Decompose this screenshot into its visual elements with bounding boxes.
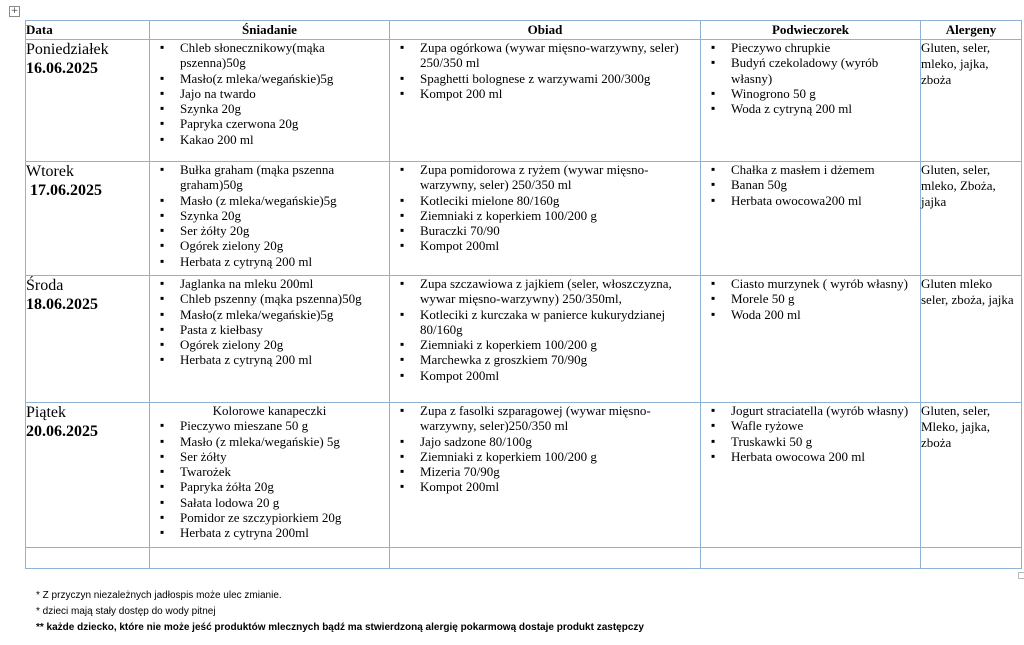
lunch-cell <box>390 276 701 403</box>
list-item: ▪ Chleb pszenny (mąka pszenna)50g <box>150 291 389 306</box>
list-item: ▪ Truskawki 50 g <box>701 434 920 449</box>
list-item: ▪ Kompot 200 ml <box>390 86 700 101</box>
table-row <box>26 276 1022 403</box>
footnote: * Z przyczyn niezależnych jadłospis może ulec zmianie. <box>36 590 282 601</box>
list-item: ▪ Herbata owocowa200 ml <box>701 193 920 208</box>
header-snack: Podwieczorek <box>701 21 921 40</box>
list-item: ▪ Spaghetti bolognese z warzywami 200/300g <box>390 71 700 86</box>
list-item: ▪ Ziemniaki z koperkiem 100/200 g <box>390 449 700 464</box>
lunch-list <box>390 162 700 254</box>
breakfast-intro: Kolorowe kanapeczki <box>212 403 327 418</box>
breakfast-list <box>150 418 389 540</box>
snack-cell <box>701 40 921 162</box>
day-name: Środa <box>26 277 64 294</box>
day-date: 16.06.2025 <box>26 60 98 77</box>
list-item: ▪ Kotleciki z kurczaka w panierce kukurydzianej 80/160g <box>390 307 700 338</box>
lunch-list <box>390 40 700 101</box>
list-item: ▪ Jogurt straciatella (wyrób własny) <box>701 403 920 418</box>
allergens-cell: Gluten, seler, mleko, Zboża, jajka <box>921 162 1022 276</box>
list-item: ▪ Masło (z mleka/wegańskie)5g <box>150 193 389 208</box>
list-item: ▪ Banan 50g <box>701 177 920 192</box>
lunch-cell <box>390 162 701 276</box>
list-item: ▪ Kakao 200 ml <box>150 132 389 147</box>
list-item: ▪ Szynka 20g <box>150 208 389 223</box>
breakfast-list <box>150 276 389 368</box>
table-row <box>26 162 1022 276</box>
list-item: ▪ Papryka czerwona 20g <box>150 116 389 131</box>
list-item: ▪ Chałka z masłem i dżemem <box>701 162 920 177</box>
breakfast-cell <box>150 40 390 162</box>
day-name: Poniedziałek <box>26 41 109 58</box>
snack-cell <box>701 276 921 403</box>
day-name: Piątek <box>26 404 66 421</box>
footnote: ** każde dziecko, które nie może jeść produktów mlecznych bądź ma stwierdzoną alergię pokarmową dostaje produkt zastępczy <box>36 622 644 633</box>
allergens-cell: Gluten, seler, Mleko, jajka, zboża <box>921 403 1022 548</box>
list-item: ▪ Zupa pomidorowa z ryżem (wywar mięsno-warzywny, seler) 250/350 ml <box>390 162 700 193</box>
list-item: ▪ Ziemniaki z koperkiem 100/200 g <box>390 208 700 223</box>
header-row <box>26 21 1022 40</box>
list-item: ▪ Twarożek <box>150 464 389 479</box>
list-item: ▪ Kompot 200ml <box>390 368 700 383</box>
footnotes <box>36 588 644 636</box>
list-item: ▪ Herbata owocowa 200 ml <box>701 449 920 464</box>
list-item: ▪ Kompot 200ml <box>390 479 700 494</box>
list-item: ▪ Jajo sadzone 80/100g <box>390 434 700 449</box>
day-date: 18.06.2025 <box>26 296 98 313</box>
menu-table <box>25 20 1022 569</box>
list-item: ▪ Pieczywo mieszane 50 g <box>150 418 389 433</box>
list-item: ▪ Budyń czekoladowy (wyrób własny) <box>701 55 920 86</box>
list-item: ▪ Szynka 20g <box>150 101 389 116</box>
list-item: ▪ Papryka żółta 20g <box>150 479 389 494</box>
allergens-cell: Gluten mleko seler, zboża, jajka <box>921 276 1022 403</box>
day-name: Wtorek <box>26 163 74 180</box>
list-item: ▪ Ogórek zielony 20g <box>150 238 389 253</box>
list-item: ▪ Buraczki 70/90 <box>390 223 700 238</box>
list-item: ▪ Zupa z fasolki szparagowej (wywar mięsno-warzywny, seler)250/350 ml <box>390 403 700 434</box>
list-item: ▪ Pomidor ze szczypiorkiem 20g <box>150 510 389 525</box>
list-item: ▪ Sałata lodowa 20 g <box>150 495 389 510</box>
lunch-list <box>390 403 700 495</box>
list-item: ▪ Kompot 200ml <box>390 238 700 253</box>
list-item: ▪ Winogrono 50 g <box>701 86 920 101</box>
list-item: ▪ Wafle ryżowe <box>701 418 920 433</box>
day-cell <box>26 162 150 276</box>
list-item: ▪ Herbata z cytryną 200 ml <box>150 352 389 367</box>
day-cell <box>26 40 150 162</box>
day-cell <box>26 403 150 548</box>
list-item: ▪ Woda z cytryną 200 ml <box>701 101 920 116</box>
list-item: ▪ Jaglanka na mleku 200ml <box>150 276 389 291</box>
breakfast-list <box>150 40 389 147</box>
list-item: ▪ Herbata z cytryna 200ml <box>150 525 389 540</box>
list-item: ▪ Bułka graham (mąka pszenna graham)50g <box>150 162 389 193</box>
list-item: ▪ Kotleciki mielone 80/160g <box>390 193 700 208</box>
list-item: ▪ Pieczywo chrupkie <box>701 40 920 55</box>
snack-list <box>701 276 920 322</box>
empty-cell <box>701 548 921 569</box>
snack-cell <box>701 403 921 548</box>
table-move-handle-icon[interactable]: + <box>10 6 19 16</box>
table-resize-handle[interactable] <box>1018 572 1024 579</box>
snack-cell <box>701 162 921 276</box>
list-item: ▪ Masło (z mleka/wegańskie) 5g <box>150 434 389 449</box>
list-item: ▪ Pasta z kiełbasy <box>150 322 389 337</box>
empty-row <box>26 548 1022 569</box>
header-lunch: Obiad <box>390 21 701 40</box>
list-item: ▪ Ser żółty <box>150 449 389 464</box>
day-date: 20.06.2025 <box>26 423 98 440</box>
table-row <box>26 403 1022 548</box>
list-item: ▪ Zupa ogórkowa (wywar mięsno-warzywny, seler) 250/350 ml <box>390 40 700 71</box>
footnote: * dzieci mają stały dostęp do wody pitnej <box>36 606 216 617</box>
list-item: ▪ Chleb słonecznikowy(mąka pszenna)50g <box>150 40 389 71</box>
list-item: ▪ Morele 50 g <box>701 291 920 306</box>
empty-cell <box>150 548 390 569</box>
list-item: ▪ Ziemniaki z koperkiem 100/200 g <box>390 337 700 352</box>
breakfast-cell <box>150 162 390 276</box>
day-cell <box>26 276 150 403</box>
snack-list <box>701 40 920 116</box>
list-item: ▪ Mizeria 70/90g <box>390 464 700 479</box>
day-date: 17.06.2025 <box>30 182 102 199</box>
empty-cell <box>26 548 150 569</box>
list-item: ▪ Ciasto murzynek ( wyrób własny) <box>701 276 920 291</box>
table-row <box>26 40 1022 162</box>
empty-cell <box>921 548 1022 569</box>
header-allergens: Alergeny <box>921 21 1022 40</box>
lunch-cell <box>390 403 701 548</box>
snack-list <box>701 403 920 464</box>
list-item: ▪ Jajo na twardo <box>150 86 389 101</box>
list-item: ▪ Ogórek zielony 20g <box>150 337 389 352</box>
list-item: ▪ Herbata z cytryną 200 ml <box>150 254 389 269</box>
lunch-list <box>390 276 700 383</box>
list-item: ▪ Masło(z mleka/wegańskie)5g <box>150 307 389 322</box>
header-date: Data <box>26 21 150 40</box>
list-item: ▪ Ser żółty 20g <box>150 223 389 238</box>
breakfast-cell <box>150 276 390 403</box>
list-item: ▪ Marchewka z groszkiem 70/90g <box>390 352 700 367</box>
allergens-cell: Gluten, seler, mleko, jajka, zboża <box>921 40 1022 162</box>
list-item: ▪ Zupa szczawiowa z jajkiem (seler, włoszczyzna, wywar mięsno-warzywny) 250/350ml, <box>390 276 700 307</box>
snack-list <box>701 162 920 208</box>
list-item: ▪ Woda 200 ml <box>701 307 920 322</box>
breakfast-list <box>150 162 389 269</box>
lunch-cell <box>390 40 701 162</box>
list-item: ▪ Masło(z mleka/wegańskie)5g <box>150 71 389 86</box>
breakfast-cell <box>150 403 390 548</box>
header-breakfast: Śniadanie <box>150 21 390 40</box>
empty-cell <box>390 548 701 569</box>
